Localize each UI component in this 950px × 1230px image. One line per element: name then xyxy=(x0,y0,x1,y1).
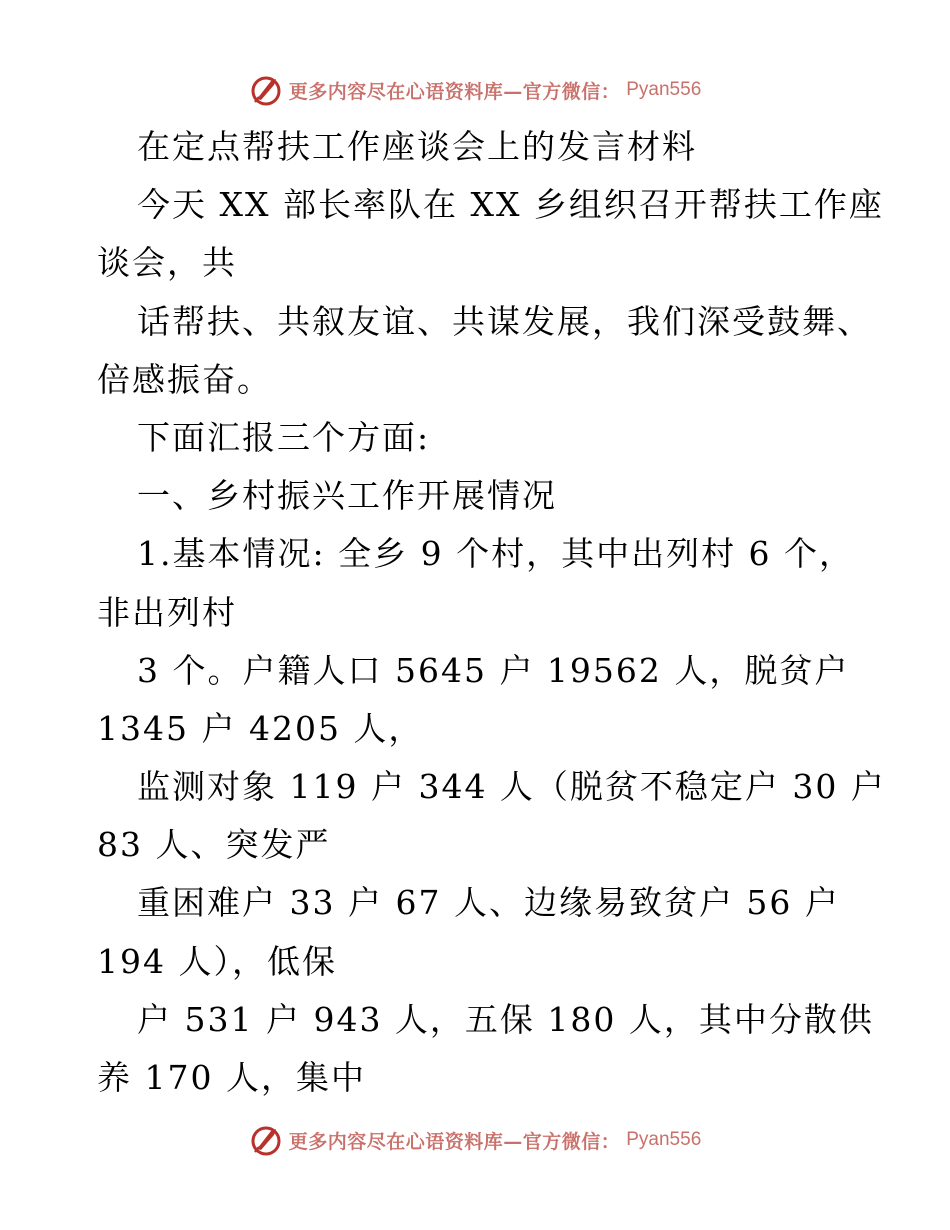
text-line: 194 人），低保 xyxy=(97,941,337,981)
text-line: 1.基本情况: 全乡 9 个村，其中出列村 6 个， xyxy=(137,534,855,574)
text-line: 养 170 人，集中 xyxy=(97,1058,366,1097)
text-line: 非出列村 xyxy=(97,592,237,632)
watermark-wechat-id: Pyan556 xyxy=(626,1129,702,1150)
text-line: 今天 XX 部长率队在 XX 乡组织召开帮扶工作座 xyxy=(137,185,884,225)
text-line: 监测对象 119 户 344 人（脱贫不稳定户 30 户 xyxy=(137,767,886,807)
watermark-text: 更多内容尽在心语资料库—官方微信： xyxy=(288,80,621,103)
text-line: 在定点帮扶工作座谈会上的发言材料 xyxy=(137,127,697,166)
text-line: 1345 户 4205 人， xyxy=(97,708,424,748)
footer-watermark xyxy=(0,1120,950,1160)
text-line: 谈会，共 xyxy=(97,243,237,283)
text-line: 户 531 户 943 人，五保 180 人，其中分散供 xyxy=(137,999,874,1039)
quill-logo-icon xyxy=(249,73,283,107)
text-line: 3 个。户籍人口 5645 户 19562 人，脱贫户 xyxy=(137,650,850,690)
watermark-text: 更多内容尽在心语资料库—官方微信： xyxy=(288,1130,621,1153)
watermark-wechat-id: Pyan556 xyxy=(626,79,702,100)
text-line: 一、乡村振兴工作开展情况 xyxy=(137,476,557,516)
text-line: 重困难户 33 户 67 人、边缘易致贫户 56 户 xyxy=(137,883,840,923)
header-watermark xyxy=(0,70,950,110)
document-body xyxy=(97,118,887,1107)
text-line: 下面汇报三个方面: xyxy=(137,417,431,457)
text-line: 83 人、突发严 xyxy=(97,825,331,865)
text-line: 话帮扶、共叙友谊、共谋发展，我们深受鼓舞、 xyxy=(137,301,872,341)
quill-logo-icon xyxy=(249,1123,283,1157)
text-line: 倍感振奋。 xyxy=(97,359,272,399)
